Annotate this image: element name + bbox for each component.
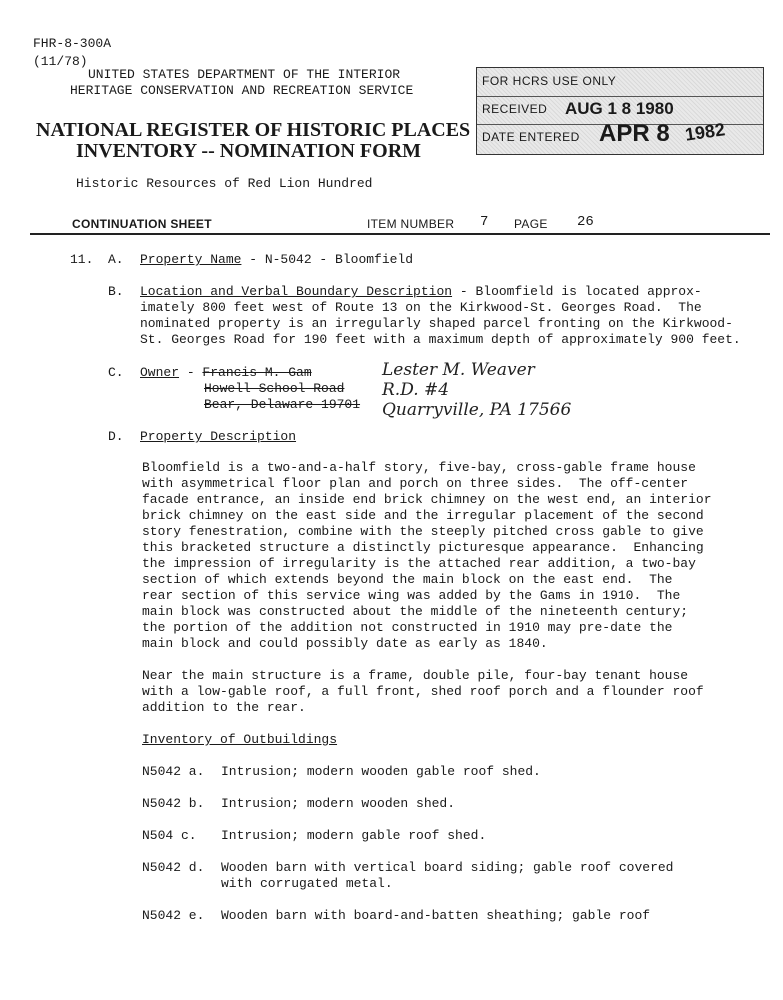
stamp-received-label: RECEIVED	[482, 102, 548, 116]
page-label: PAGE	[514, 217, 548, 231]
outbuilding-id: N5042 d.	[142, 860, 205, 875]
stamp-row-entered	[477, 119, 763, 152]
form-subtitle: INVENTORY -- NOMINATION FORM	[76, 140, 422, 162]
stamp-entered-date: APR 8	[599, 120, 670, 147]
outbuilding-description: Intrusion; modern gable roof shed.	[221, 828, 487, 843]
resource-group: Historic Resources of Red Lion Hundred	[76, 176, 373, 191]
stamp-entered-year: 1982	[683, 119, 727, 145]
department-line: UNITED STATES DEPARTMENT OF THE INTERIOR	[88, 67, 401, 82]
property-description-label: Property Description	[140, 429, 297, 444]
location-description: imately 800 feet west of Route 13 on the Kirkwood-St. Georges Road. The nominated property is an irregularly shaped parcel fronting on the Kirkwood- St. Georges Road for 190 feet with a maximum depth of approximately 900 feet.	[140, 300, 741, 347]
stamp-use-label: FOR HCRS USE ONLY	[482, 74, 617, 88]
outbuilding-id: N5042 e.	[142, 908, 205, 923]
header-rule	[30, 233, 770, 235]
outbuilding-id: N5042 a.	[142, 764, 205, 779]
old-owner-street: Howell School Road	[204, 381, 345, 396]
item-a-letter: A.	[108, 252, 124, 267]
new-owner-name: Lester M. Weaver	[382, 360, 535, 380]
form-date: (11/78)	[33, 54, 88, 69]
description-paragraph-2: Near the main structure is a frame, double pile, four-bay tenant house with a low-gable roof, a full front, shed roof porch and a flounder roof addition to the rear.	[142, 668, 704, 715]
owner-label: Owner	[140, 365, 180, 380]
location-heading-line	[140, 284, 702, 299]
stamp-received-date: AUG 1 8 1980	[565, 99, 674, 118]
agency-line: HERITAGE CONSERVATION AND RECREATION SERVICE	[70, 83, 414, 98]
hcrs-stamp	[476, 67, 764, 155]
property-name-value: - N-5042 - Bloomfield	[241, 252, 414, 267]
outbuilding-description: Wooden barn with vertical board siding; gable roof covered with corrugated metal.	[221, 860, 674, 891]
continuation-label: CONTINUATION SHEET	[72, 217, 212, 231]
old-owner-name: Francis M. Gam	[202, 365, 312, 380]
property-name-line	[140, 252, 413, 267]
item-b-letter: B.	[108, 284, 124, 299]
item-d-letter: D.	[108, 429, 124, 444]
page-number-value: 26	[577, 214, 594, 230]
item-number-value: 7	[480, 214, 489, 230]
description-paragraph-1: Bloomfield is a two-and-a-half story, five-bay, cross-gable frame house with asymmetrical floor plan and porch on three sides. The off-center facade entrance, an inside end brick chimney on the west end, an interior brick chimney on the east side and the irregular placement of the second story fenestration, combine with the steeply pitched cross gable to give this bracketed structure a distinctly picturesque appearance. Enhancing the impression of irregularity is the attached rear addition, a two-bay section of which extends beyond the main block on the east end. The rear section of this service wing was added by the Gams in 1910. The main block was constructed about the middle of the nineteenth century; the portion of the addition not constructed in 1910 may pre-date the main block and could possibly date as early as 1840.	[142, 460, 712, 651]
item-number-label: ITEM NUMBER	[367, 217, 455, 231]
outbuilding-description: Intrusion; modern wooden gable roof shed.	[221, 764, 541, 779]
outbuilding-description: Intrusion; modern wooden shed.	[221, 796, 456, 811]
location-text-first: - Bloomfield is located approx-	[452, 284, 702, 299]
new-owner-route: R.D. #4	[382, 380, 450, 400]
inventory-heading: Inventory of Outbuildings	[142, 732, 338, 747]
owner-dash: -	[179, 365, 203, 380]
form-title: NATIONAL REGISTER OF HISTORIC PLACES	[36, 119, 471, 141]
new-owner-city: Quarryville, PA 17566	[382, 400, 572, 420]
stamp-row-use	[477, 68, 763, 97]
old-owner-city: Bear, Delaware 19701	[204, 397, 361, 412]
form-code: FHR-8-300A	[33, 36, 112, 51]
section-number: 11.	[70, 252, 94, 267]
owner-line	[140, 365, 312, 380]
outbuilding-id: N504 c.	[142, 828, 197, 843]
location-label: Location and Verbal Boundary Description	[140, 284, 453, 299]
stamp-entered-label: DATE ENTERED	[482, 130, 580, 144]
property-name-label: Property Name	[140, 252, 242, 267]
outbuilding-description: Wooden barn with board-and-batten sheathing; gable roof	[221, 908, 651, 923]
item-c-letter: C.	[108, 365, 124, 380]
outbuilding-id: N5042 b.	[142, 796, 205, 811]
